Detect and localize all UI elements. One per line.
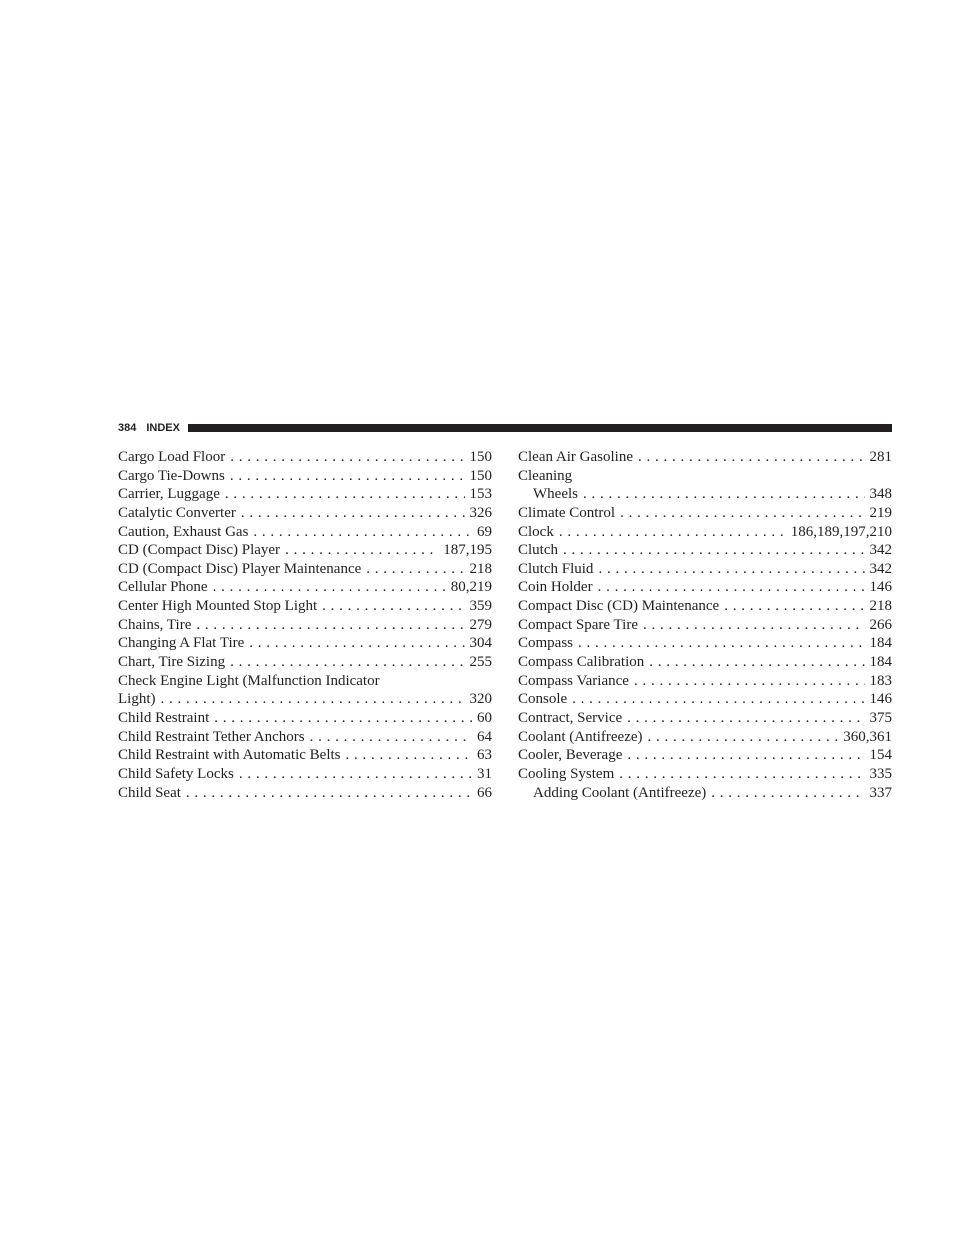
index-entry-label: Catalytic Converter (118, 504, 236, 521)
dot-leader (638, 448, 865, 467)
index-entry-page: 304 (469, 635, 492, 652)
dot-leader (161, 690, 465, 709)
index-entry (118, 784, 492, 803)
dot-leader (711, 784, 864, 803)
index-entry-page: 184 (869, 654, 892, 671)
index-entry-page: 348 (869, 486, 892, 503)
index-column-left (118, 448, 492, 802)
index-entry-page: 187,195 (443, 542, 492, 559)
index-entry (518, 672, 892, 691)
index-entry-label: Contract, Service (518, 709, 623, 726)
dot-leader (366, 560, 464, 579)
index-entry (118, 653, 492, 672)
index-entry-label: Child Restraint (118, 709, 210, 726)
index-entry (518, 485, 892, 504)
dot-leader (230, 653, 464, 672)
dot-leader (643, 616, 865, 635)
index-entry-label: Compact Spare Tire (518, 616, 638, 633)
index-entry-page: 146 (869, 691, 892, 708)
index-entry (118, 746, 492, 765)
dot-leader (620, 504, 864, 523)
index-entry-label: Changing A Flat Tire (118, 635, 245, 652)
index-entry-label: Climate Control (518, 504, 616, 521)
dot-leader (598, 578, 865, 597)
dot-leader (213, 578, 446, 597)
index-entry-label: Check Engine Light (Malfunction Indicator (118, 672, 380, 689)
index-entry-label: Clean Air Gasoline (518, 449, 633, 465)
index-entry-label: CD (Compact Disc) Player (118, 542, 281, 559)
index-entry-page: 64 (477, 728, 492, 745)
index-entry-page: 266 (869, 616, 892, 633)
index-entry (518, 467, 892, 486)
index-entry-page: 146 (869, 579, 892, 596)
dot-leader (253, 523, 472, 542)
index-entry-page: 320 (469, 691, 492, 708)
index-entry-label: Chains, Tire (118, 616, 192, 633)
index-entry (118, 467, 492, 486)
index-entry (118, 578, 492, 597)
index-entry-page: 80,219 (450, 579, 492, 596)
index-entry-page: 184 (869, 635, 892, 652)
dot-leader (230, 467, 465, 486)
index-entry (118, 541, 492, 560)
dot-leader (619, 765, 864, 784)
index-entry-page: 281 (869, 449, 892, 465)
dot-leader (214, 709, 472, 728)
index-entry-page: 31 (477, 765, 492, 782)
dot-leader (322, 597, 464, 616)
index-entry-label: Chart, Tire Sizing (118, 654, 226, 671)
index-entry-label: Child Restraint with Automatic Belts (118, 747, 341, 764)
index-entry-label: Compass Variance (518, 672, 629, 689)
dot-leader (230, 448, 464, 467)
index-entry (118, 560, 492, 579)
dot-leader (578, 634, 864, 653)
index-entry (518, 448, 892, 467)
dot-leader (186, 784, 472, 803)
index-entry-page: 218 (869, 598, 892, 615)
dot-leader (559, 523, 786, 542)
dot-leader (241, 504, 465, 523)
index-entry-page: 218 (469, 560, 492, 577)
index-entry (518, 616, 892, 635)
index-entry-label: Light) (118, 691, 156, 708)
index-entry (518, 578, 892, 597)
index-entry (118, 765, 492, 784)
index-entry-label: Compact Disc (CD) Maintenance (518, 598, 720, 615)
index-entry-page: 66 (477, 784, 492, 801)
index-entry-page: 279 (469, 616, 492, 633)
dot-leader (249, 634, 464, 653)
index-entry (118, 448, 492, 467)
index-entry-label: Cargo Load Floor (118, 449, 226, 465)
index-entry-page: 150 (469, 467, 492, 484)
index-entry-label: Child Seat (118, 784, 181, 801)
index-entry (118, 616, 492, 635)
index-entry-page: 69 (477, 523, 492, 540)
index-entry (118, 504, 492, 523)
index-entry-label: Adding Coolant (Antifreeze) (533, 784, 707, 801)
index-entry-label: Console (518, 691, 568, 708)
index-entry-label: Wheels (533, 486, 578, 503)
index-entry-page: 63 (477, 747, 492, 764)
header-rule (188, 424, 892, 432)
page-number: 384 (118, 422, 137, 434)
dot-leader (634, 672, 865, 691)
index-entry-page: 337 (869, 784, 892, 801)
index-entry-label: Coin Holder (518, 579, 593, 596)
index-entry (118, 672, 492, 691)
index-entry-label: CD (Compact Disc) Player Maintenance (118, 560, 362, 577)
index-entry-label: Clutch Fluid (518, 560, 594, 577)
index-entry-page: 359 (469, 598, 492, 615)
index-entry-label: Cleaning (518, 467, 573, 484)
index-entry (518, 504, 892, 523)
index-entry-page: 60 (477, 709, 492, 726)
index-entry-page: 342 (869, 560, 892, 577)
index-entry-page: 255 (469, 654, 492, 671)
index-entry (518, 784, 892, 803)
index-entry-label: Cellular Phone (118, 579, 208, 596)
section-title: INDEX (146, 422, 180, 434)
index-entry (518, 523, 892, 542)
dot-leader (649, 653, 864, 672)
dot-leader (627, 746, 864, 765)
index-entry-label: Cooler, Beverage (518, 747, 623, 764)
index-entry (118, 709, 492, 728)
index-entry-label: Caution, Exhaust Gas (118, 523, 249, 540)
dot-leader (285, 541, 438, 560)
index-entry (518, 765, 892, 784)
index-entry-label: Child Safety Locks (118, 765, 234, 782)
index-entry-page: 183 (869, 672, 892, 689)
dot-leader (563, 541, 865, 560)
dot-leader (627, 709, 864, 728)
index-entry-label: Compass Calibration (518, 654, 645, 671)
index-entry-page: 153 (469, 486, 492, 503)
dot-leader (598, 560, 864, 579)
index-entry (518, 728, 892, 747)
index-entry-page: 150 (469, 449, 492, 465)
index-entry-label: Coolant (Antifreeze) (518, 728, 643, 745)
index-entry-label: Child Restraint Tether Anchors (118, 728, 305, 745)
index-entry (518, 560, 892, 579)
index-entry-page: 154 (869, 747, 892, 764)
index-entry (118, 597, 492, 616)
dot-leader (724, 597, 864, 616)
index-entry-label: Compass (518, 635, 574, 652)
index-entry (118, 523, 492, 542)
dot-leader (239, 765, 472, 784)
index-entry (518, 634, 892, 653)
index-entry-label: Center High Mounted Stop Light (118, 598, 318, 615)
index-entry-page: 342 (869, 542, 892, 559)
dot-leader (572, 690, 864, 709)
index-entry-page: 186,189,197,210 (790, 523, 892, 540)
index-entry (118, 485, 492, 504)
dot-leader (583, 485, 865, 504)
index-entry (518, 746, 892, 765)
dot-leader (196, 616, 464, 635)
dot-leader (225, 485, 465, 504)
index-entry-page: 360,361 (843, 728, 892, 745)
index-entry-page: 375 (869, 709, 892, 726)
index-entry (518, 541, 892, 560)
index-entry (118, 728, 492, 747)
index-entry-label: Carrier, Luggage (118, 486, 220, 503)
index-entry-page: 219 (869, 504, 892, 521)
index-entry-label: Clutch (518, 542, 558, 559)
index-entry-page: 335 (869, 765, 892, 782)
page-header (118, 420, 892, 436)
index-entry (518, 709, 892, 728)
dot-leader (648, 728, 839, 747)
index-entry (118, 634, 492, 653)
dot-leader (346, 746, 473, 765)
index-entry-label: Cargo Tie-Downs (118, 467, 225, 484)
index-entry (518, 653, 892, 672)
index-column-right (518, 448, 892, 802)
dot-leader (310, 728, 472, 747)
index-entry-label: Clock (518, 523, 554, 540)
index-entry (118, 690, 492, 709)
index-entry-page: 326 (469, 504, 492, 521)
index-entry (518, 597, 892, 616)
index-entry (518, 690, 892, 709)
index-entry-label: Cooling System (518, 765, 615, 782)
